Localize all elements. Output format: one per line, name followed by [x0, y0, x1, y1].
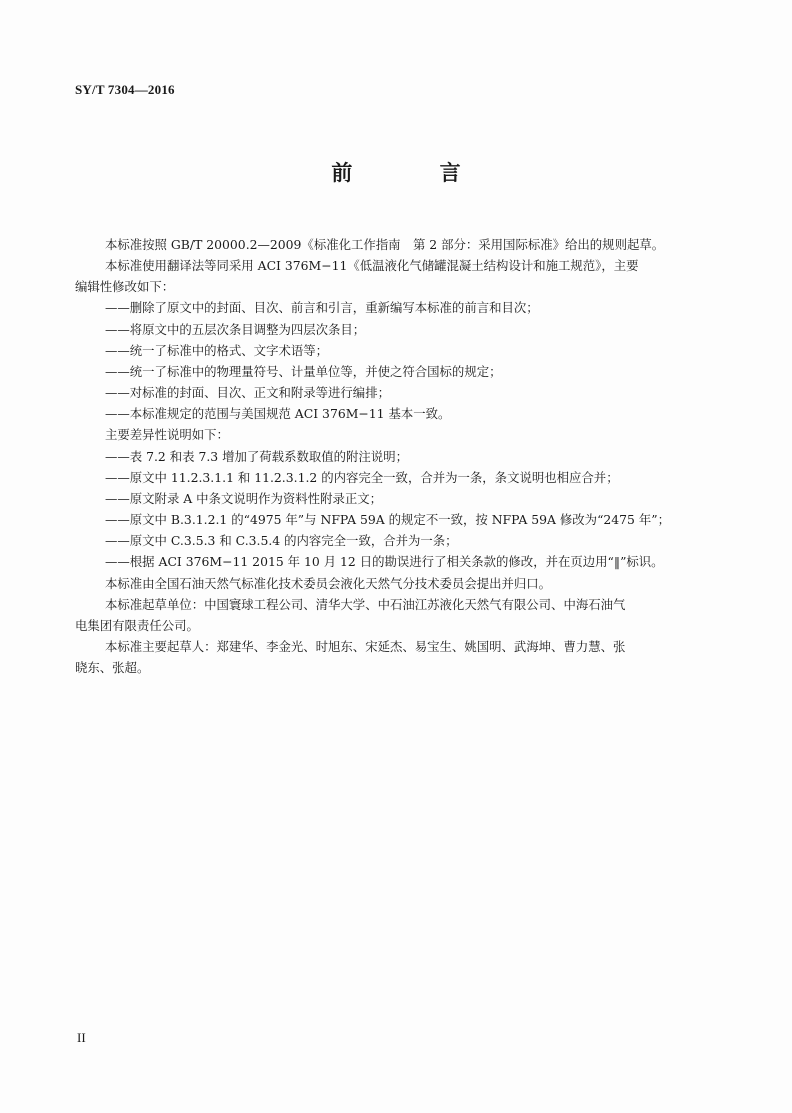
list-item: ——原文中 C.3.5.3 和 C.3.5.4 的内容完全一致，合并为一条；	[105, 533, 458, 549]
paragraph-drafting-units: 本标准起草单位：中国寰球工程公司、清华大学、中石油江苏液化天然气有限公司、中海石油气	[105, 596, 626, 612]
paragraph-adoption-continued: 编辑性修改如下：	[75, 279, 175, 295]
paragraph-drafting-rules: 本标准按照 GB/T 20000.2—2009《标准化工作指南 第 2 部分：采用国际标准》给出的规则起草。	[105, 237, 665, 252]
list-item: ——表 7.2 和表 7.3 增加了荷载系数取值的附注说明；	[105, 448, 408, 464]
page-title: 前 言	[331, 161, 501, 185]
page-number: II	[77, 1030, 86, 1045]
paragraph-drafters: 本标准主要起草人：郑建华、李金光、时旭东、宋延杰、易宝生、姚国明、武海坤、曹力慧、张	[105, 638, 626, 654]
paragraph-proposer: 本标准由全国石油天然气标准化技术委员会液化天然气分技术委员会提出并归口。	[105, 575, 552, 591]
list-item: ——本标准规定的范围与美国规范 ACI 376M−11 基本一致。	[105, 406, 451, 422]
list-item: ——删除了原文中的封面、目次、前言和引言，重新编写本标准的前言和目次；	[105, 300, 539, 316]
list-item: ——统一了标准中的物理量符号、计量单位等，并使之符合国标的规定；	[105, 363, 502, 379]
paragraph-adoption: 本标准使用翻译法等同采用 ACI 376M−11《低温液化气储罐混凝土结构设计和施工规范》，主要	[105, 258, 639, 274]
standard-code: SY/T 7304—2016	[75, 82, 175, 97]
list-item: ——原文中 B.3.1.2.1 的“4975 年”与 NFPA 59A 的规定不一致，按 NFPA 59A 修改为“2475 年”；	[105, 512, 670, 528]
paragraph-drafters-continued: 晓东、张超。	[75, 660, 150, 676]
foreword-body	[75, 234, 705, 678]
list-item: ——原文附录 A 中条文说明作为资料性附录正文；	[105, 490, 383, 506]
paragraph-differences-heading: 主要差异性说明如下：	[105, 427, 229, 443]
list-item: ——对标准的封面、目次、正文和附录等进行编排；	[105, 385, 390, 401]
list-item: ——根据 ACI 376M−11 2015 年 10 月 12 日的勘误进行了相关条款的修改，并在页边用“‖”标识。	[105, 554, 664, 570]
list-item: ——统一了标准中的格式、文字术语等；	[105, 342, 329, 358]
paragraph-drafting-units-continued: 电集团有限责任公司。	[75, 617, 199, 633]
list-item: ——原文中 11.2.3.1.1 和 11.2.3.1.2 的内容完全一致，合并为一条，条文说明也相应合并；	[105, 469, 619, 485]
list-item: ——将原文中的五层次条目调整为四层次条目；	[105, 321, 366, 337]
